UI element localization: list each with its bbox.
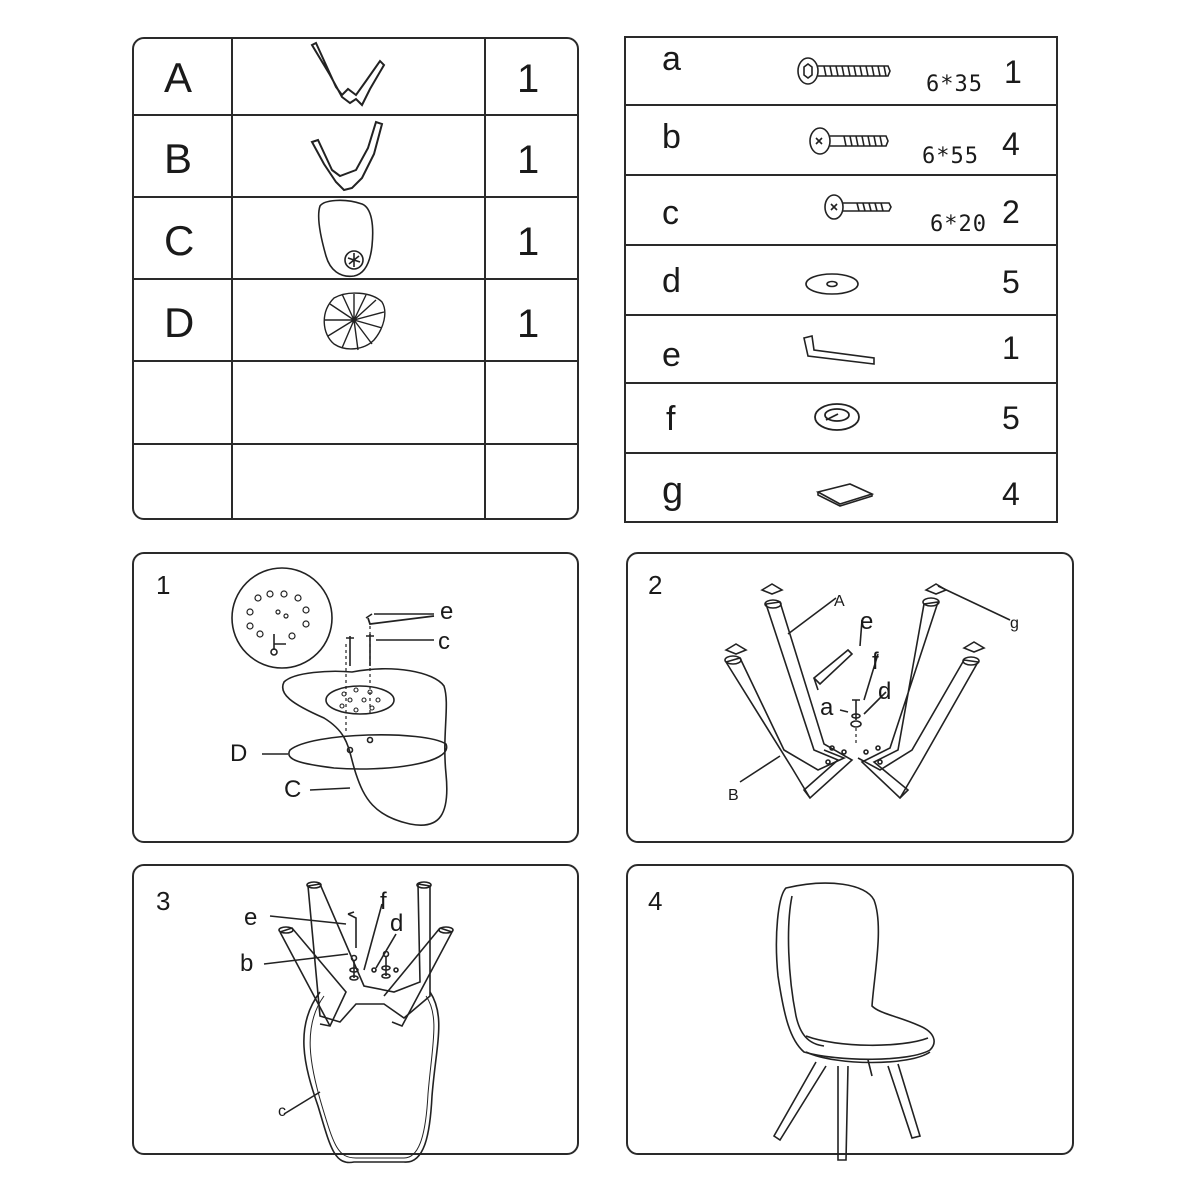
hardware-letter: a xyxy=(662,40,681,78)
hardware-size: 6*55 xyxy=(922,144,979,169)
part-letter: B xyxy=(164,135,193,182)
parts-row xyxy=(134,116,577,198)
part-qty: 1 xyxy=(517,302,540,346)
hardware-letter: d xyxy=(662,262,681,300)
hardware-qty: 4 xyxy=(1002,126,1020,162)
seat-shell-icon xyxy=(314,198,378,278)
hardware-row xyxy=(626,246,1056,316)
spring-washer-icon xyxy=(812,400,862,434)
felt-pad-icon xyxy=(816,482,874,506)
callout-g: g xyxy=(1010,615,1019,632)
parts-row-empty xyxy=(134,445,577,520)
callout-e: e xyxy=(244,904,258,931)
callout-e: e xyxy=(860,608,874,635)
hardware-qty: 1 xyxy=(1004,54,1022,90)
hardware-row xyxy=(626,176,1056,246)
hardware-letter: c xyxy=(662,194,679,232)
allen-key-icon xyxy=(802,334,878,364)
step-1-illustration xyxy=(134,554,581,845)
parts-table xyxy=(132,37,579,520)
step-number: 4 xyxy=(648,886,663,916)
step-3-illustration xyxy=(134,866,581,1157)
hardware-table xyxy=(624,36,1058,523)
callout-A: A xyxy=(834,593,845,610)
hardware-row xyxy=(626,316,1056,384)
callout-c: c xyxy=(438,628,450,655)
hardware-qty: 1 xyxy=(1002,330,1020,366)
bolt-icon xyxy=(808,126,892,156)
bolt-icon xyxy=(796,56,896,86)
step-2-illustration xyxy=(628,554,1076,845)
parts-row xyxy=(134,198,577,280)
hardware-letter: f xyxy=(666,400,676,438)
step-number: 1 xyxy=(156,570,171,600)
hardware-qty: 2 xyxy=(1002,194,1020,230)
hardware-row xyxy=(626,38,1056,106)
part-letter: C xyxy=(164,217,195,264)
part-qty: 1 xyxy=(517,57,540,101)
leg-frame-b-icon xyxy=(310,120,390,194)
leg-frame-a-icon xyxy=(312,39,392,109)
hardware-size: 6*20 xyxy=(930,212,987,237)
hardware-row xyxy=(626,454,1056,523)
callout-a: a xyxy=(820,694,834,721)
step-3-panel xyxy=(132,864,579,1155)
callout-e: e xyxy=(440,598,454,625)
bolt-icon xyxy=(823,192,895,222)
callout-C: C xyxy=(284,776,302,803)
parts-row-empty xyxy=(134,362,577,445)
hardware-row xyxy=(626,384,1056,454)
hardware-letter: e xyxy=(662,336,681,374)
step-4-panel xyxy=(626,864,1074,1155)
hardware-qty: 5 xyxy=(1002,400,1020,436)
step-2-panel xyxy=(626,552,1074,843)
callout-D: D xyxy=(230,740,248,767)
parts-row xyxy=(134,280,577,362)
hardware-letter: b xyxy=(662,118,681,156)
callout-f: f xyxy=(872,648,879,675)
hardware-size: 6*35 xyxy=(926,72,983,97)
seat-cushion-icon xyxy=(320,290,388,352)
part-qty: 1 xyxy=(517,220,540,264)
callout-B: B xyxy=(728,787,739,804)
step-1-panel xyxy=(132,552,579,843)
step-number: 2 xyxy=(648,570,663,600)
hardware-row xyxy=(626,106,1056,176)
callout-f: f xyxy=(380,888,387,915)
step-number: 3 xyxy=(156,886,171,916)
hardware-qty: 4 xyxy=(1002,476,1020,512)
callout-d: d xyxy=(878,678,892,705)
hardware-letter: g xyxy=(662,470,684,512)
part-letter: D xyxy=(164,299,195,346)
flat-washer-icon xyxy=(804,272,860,296)
parts-row xyxy=(134,39,577,116)
part-letter: A xyxy=(164,54,193,101)
hardware-qty: 5 xyxy=(1002,264,1020,300)
callout-d: d xyxy=(390,910,404,937)
callout-c: c xyxy=(278,1103,286,1120)
callout-b: b xyxy=(240,950,254,977)
assembled-chair-illustration xyxy=(628,866,1076,1157)
part-qty: 1 xyxy=(517,138,540,182)
